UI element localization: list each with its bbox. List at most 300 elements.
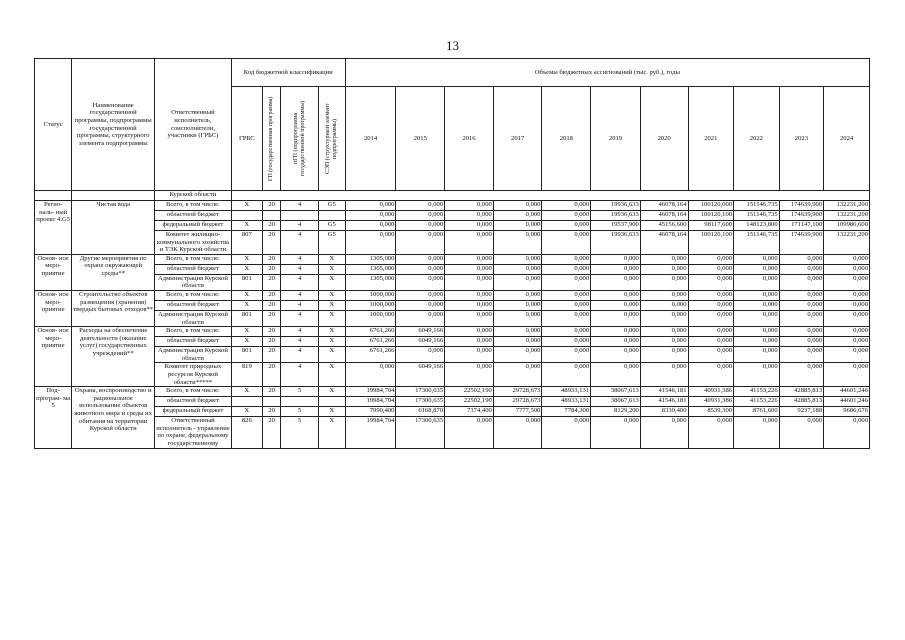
cell-value-2014: 6761,266: [345, 347, 396, 363]
cell-value-2024: 0,000: [824, 347, 870, 363]
cell-value-2024: 0,000: [824, 300, 870, 310]
cell-value-2016: 0,000: [445, 211, 494, 221]
cell-value-2021: 0,000: [688, 274, 734, 290]
cell-value-2017: 0,000: [493, 231, 542, 255]
row-executor: областной бюджет: [155, 300, 232, 310]
cell-value-2017: 0,000: [493, 221, 542, 231]
row-executor: Ответственный исполнитель - управление по охране, федеральному государственному: [156, 417, 230, 447]
cell-value-2022: 0,000: [734, 327, 780, 337]
row-program-name: Чистая вода: [72, 201, 155, 255]
cell-value-2016: 22502,190: [445, 387, 494, 397]
cell-value-2019: 0,000: [591, 337, 641, 347]
cell-value-2023: 0,000: [779, 363, 824, 387]
cell-value-2016: 0,000: [445, 231, 494, 255]
cell-value-2016: 0,000: [445, 417, 494, 448]
row-gp: 20: [262, 274, 281, 290]
cell-value-2014: 6761,266: [345, 327, 396, 337]
row-gp: 20: [262, 417, 281, 448]
row-program-name: Охрана, воспроизводство и рациональное использование объектов животного мира и среды их обитания на территории Курской области: [72, 387, 155, 448]
cell-value-2015: 0,000: [396, 300, 445, 310]
cell-value-2016: 0,000: [445, 254, 494, 264]
budget-table-container: [34, 58, 870, 449]
cell-value-2015: 6049,166: [396, 337, 445, 347]
row-gp: [262, 211, 281, 221]
cell-value-2023: 0,000: [779, 337, 824, 347]
row-se: Х: [318, 363, 345, 387]
row-gp: [262, 397, 281, 407]
row-pgp: 4: [281, 290, 318, 300]
row-executor: областной бюджет: [155, 211, 232, 221]
cell-value-2022: 41153,226: [734, 387, 780, 397]
table-row: [35, 300, 870, 310]
cell-value-2015: 17300,635: [396, 397, 445, 407]
cell-value-2020: 41546,181: [640, 397, 688, 407]
table-row: [35, 201, 870, 211]
table-row: [35, 407, 870, 417]
cell-value-2018: 48933,131: [542, 387, 591, 397]
cell-value-2023: 174639,900: [779, 211, 824, 221]
row-se: Х: [318, 327, 345, 337]
row-gp: 20: [262, 221, 281, 231]
cell-value-2023: 0,000: [779, 347, 824, 363]
cell-value-2015: 17300,635: [396, 387, 445, 397]
cell-value-2019: 0,000: [591, 300, 641, 310]
cell-value-2023: 42885,813: [779, 397, 824, 407]
cell-value-2019: 0,000: [591, 417, 641, 448]
row-executor: Комитет жилищно-коммунального хозяйства и ТЭК Курской области: [155, 231, 232, 255]
row-pgp: 4: [281, 347, 318, 363]
row-pgp: 4: [281, 300, 318, 310]
cell-value-2020: 0,000: [640, 254, 688, 264]
cell-value-2024: 132231,200: [824, 211, 870, 221]
cell-value-2019: 19537,900: [591, 221, 641, 231]
row-se: Х: [318, 290, 345, 300]
header-pgp: [281, 87, 318, 191]
cell-value-2021: 0,000: [688, 254, 734, 264]
row-executor: федеральный бюджет: [155, 407, 232, 417]
row-pgp: [281, 211, 318, 221]
header-status: Статус: [35, 59, 72, 191]
cell-value-2024: 0,000: [824, 327, 870, 337]
header-se: [318, 87, 345, 191]
row-grbs: Х: [231, 201, 262, 211]
row-gp: 20: [262, 363, 281, 387]
table-row: [35, 264, 870, 274]
row-grbs: Х: [231, 300, 262, 310]
row-pgp: 5: [281, 407, 318, 417]
cell-value-2020: 0,000: [640, 327, 688, 337]
cell-value-2015: 0,000: [396, 347, 445, 363]
cell-value-2022: 0,000: [734, 274, 780, 290]
cell-value-2018: 0,000: [542, 310, 591, 326]
cell-value-2014: 1000,000: [345, 310, 396, 326]
cell-value-2018: 0,000: [542, 221, 591, 231]
cell-value-2016: 0,000: [445, 327, 494, 337]
row-grbs: Х: [231, 387, 262, 397]
cell-value-2016: 0,000: [445, 310, 494, 326]
cell-value-2021: 0,000: [688, 347, 734, 363]
cell-value-2019: 19936,633: [591, 201, 641, 211]
cell-value-2019: 0,000: [591, 274, 641, 290]
cell-value-2016: 0,000: [445, 264, 494, 274]
cell-value-2022: 0,000: [734, 264, 780, 274]
cell-value-2022: 0,000: [734, 290, 780, 300]
row-grbs: Х: [231, 254, 262, 264]
cell-value-2020: 0,000: [640, 337, 688, 347]
row-grbs: Х: [231, 264, 262, 274]
top-row-status: [35, 191, 72, 201]
row-executor: Всего, в том числе:: [155, 327, 232, 337]
cell-value-2023: 0,000: [779, 300, 824, 310]
cell-value-2016: 0,000: [445, 363, 494, 387]
table-row: [35, 274, 870, 290]
cell-value-2018: 0,000: [542, 231, 591, 255]
row-status: Основ- ное меро- приятие: [35, 290, 72, 326]
row-gp: 20: [262, 300, 281, 310]
table-row: [35, 327, 870, 337]
header-year-2015: 2015: [396, 87, 445, 191]
cell-value-2022: 0,000: [734, 300, 780, 310]
header-name: Наименование государственной программы, подпрограммы государственной программы, структурного элемента подпрограммы: [72, 59, 155, 191]
cell-value-2019: 19936,633: [591, 231, 641, 255]
row-pgp: 4: [281, 327, 318, 337]
header-gp: [262, 87, 281, 191]
cell-value-2024: 0,000: [824, 310, 870, 326]
cell-value-2017: 0,000: [493, 254, 542, 264]
row-se: Х: [318, 264, 345, 274]
row-program-name: Другие мероприятия по охране окружающей среды**: [72, 254, 155, 290]
cell-value-2019: 0,000: [591, 254, 641, 264]
cell-value-2015: 0,000: [396, 274, 445, 290]
row-grbs: 826: [231, 417, 262, 448]
row-executor: Администрация Курской области: [155, 274, 232, 290]
cell-value-2018: 0,000: [542, 417, 591, 448]
row-executor: областной бюджет: [155, 264, 232, 274]
cell-value-2024: 0,000: [824, 337, 870, 347]
cell-value-2022: 0,000: [734, 310, 780, 326]
cell-value-2017: 29728,673: [493, 397, 542, 407]
cell-value-2017: 0,000: [493, 201, 542, 211]
row-gp: 20: [262, 231, 281, 255]
row-gp: 20: [262, 407, 281, 417]
cell-value-2014: 0,000: [345, 363, 396, 387]
header-year-2023: 2023: [779, 87, 824, 191]
row-pgp: 4: [281, 274, 318, 290]
row-status: Регио- наль- ный проект 4.G5: [35, 201, 72, 255]
cell-value-2022: 0,000: [734, 417, 780, 448]
row-grbs: Х: [231, 290, 262, 300]
cell-value-2021: 0,000: [688, 337, 734, 347]
row-pgp: 5: [281, 387, 318, 397]
cell-value-2018: 0,000: [542, 274, 591, 290]
row-grbs: Х: [231, 407, 262, 417]
cell-value-2022: 0,000: [734, 337, 780, 347]
cell-value-2017: 0,000: [493, 310, 542, 326]
cell-value-2019: 0,000: [591, 264, 641, 274]
header-pgp-text: пГП (подпрограмма государственной программы): [292, 100, 306, 177]
cell-value-2024: 132231,200: [824, 201, 870, 211]
header-year-2022: 2022: [734, 87, 780, 191]
cell-value-2018: 0,000: [542, 211, 591, 221]
row-pgp: 4: [281, 363, 318, 387]
row-grbs: 801: [231, 347, 262, 363]
header-budget-code: Код бюджетной классификации: [231, 59, 345, 87]
table-row: [35, 397, 870, 407]
header-year-2016: 2016: [445, 87, 494, 191]
cell-value-2015: 17300,635: [396, 417, 445, 448]
cell-value-2021: 100120,000: [688, 201, 734, 211]
row-se: G5: [318, 221, 345, 231]
row-grbs: 801: [231, 274, 262, 290]
row-program-name: Расходы на обеспечение деятельности (оказание услуг) государственных учреждений**: [72, 327, 155, 387]
table-row: [35, 337, 870, 347]
cell-value-2023: 0,000: [779, 254, 824, 264]
cell-value-2018: 0,000: [542, 290, 591, 300]
cell-value-2023: 42885,813: [779, 387, 824, 397]
cell-value-2018: 0,000: [542, 254, 591, 264]
cell-value-2016: 0,000: [445, 290, 494, 300]
cell-value-2021: 0,000: [688, 327, 734, 337]
table-row: [35, 417, 870, 448]
cell-value-2014: 19984,704: [345, 387, 396, 397]
cell-value-2016: 7374,400: [445, 407, 494, 417]
table-row: [35, 231, 870, 255]
row-grbs: Х: [231, 327, 262, 337]
cell-value-2017: 0,000: [493, 363, 542, 387]
cell-value-2016: 0,000: [445, 347, 494, 363]
cell-value-2020: 46078,164: [640, 231, 688, 255]
cell-value-2015: 0,000: [396, 231, 445, 255]
row-status: Основ- ное меро- приятие: [35, 327, 72, 387]
cell-value-2019: 0,000: [591, 290, 641, 300]
cell-value-2020: 0,000: [640, 274, 688, 290]
row-gp: 20: [262, 254, 281, 264]
cell-value-2014: 19984,704: [345, 417, 396, 448]
cell-value-2016: 0,000: [445, 221, 494, 231]
row-gp: 20: [262, 327, 281, 337]
header-year-2024: 2024: [824, 87, 870, 191]
header-executor: Ответственный исполнитель, соисполнители, участники (ГРБС): [155, 59, 232, 191]
row-pgp: 4: [281, 201, 318, 211]
cell-value-2014: 7990,400: [345, 407, 396, 417]
cell-value-2015: 0,000: [396, 221, 445, 231]
row-gp: 20: [262, 387, 281, 397]
cell-value-2018: 7784,300: [542, 407, 591, 417]
cell-value-2016: 0,000: [445, 274, 494, 290]
budget-table: [34, 58, 870, 449]
cell-value-2021: 8539,300: [688, 407, 734, 417]
row-pgp: 4: [281, 254, 318, 264]
table-row: [35, 387, 870, 397]
row-pgp: 5: [281, 417, 318, 448]
row-pgp: [281, 397, 318, 407]
cell-value-2022: 8761,600: [734, 407, 780, 417]
cell-value-2016: 0,000: [445, 201, 494, 211]
row-gp: 20: [262, 290, 281, 300]
cell-value-2023: 9237,188: [779, 407, 824, 417]
cell-value-2016: 0,000: [445, 337, 494, 347]
cell-value-2015: 0,000: [396, 310, 445, 326]
row-executor: федеральный бюджет: [155, 221, 232, 231]
cell-value-2024: 0,000: [824, 363, 870, 387]
table-row: [35, 211, 870, 221]
cell-value-2020: 0,000: [640, 264, 688, 274]
row-grbs: Х: [231, 221, 262, 231]
cell-value-2014: 1305,000: [345, 254, 396, 264]
cell-value-2021: 100120,100: [688, 211, 734, 221]
cell-value-2020: 41546,181: [640, 387, 688, 397]
cell-value-2022: 41153,226: [734, 397, 780, 407]
table-row: [35, 221, 870, 231]
row-grbs: [231, 397, 262, 407]
header-year-2018: 2018: [542, 87, 591, 191]
row-executor: областной бюджет: [155, 337, 232, 347]
cell-value-2020: 0,000: [640, 290, 688, 300]
cell-value-2015: 0,000: [396, 211, 445, 221]
row-executor: Администрация Курской области: [155, 310, 232, 326]
cell-value-2014: 0,000: [345, 201, 396, 211]
row-se: [318, 211, 345, 221]
cell-value-2023: 174639,900: [779, 201, 824, 211]
header-year-2014: 2014: [345, 87, 396, 191]
table-row: [35, 347, 870, 363]
row-se: Х: [318, 254, 345, 264]
cell-value-2020: 45156,600: [640, 221, 688, 231]
header-year-2021: 2021: [688, 87, 734, 191]
cell-value-2022: 151146,735: [734, 211, 780, 221]
cell-value-2020: 0,000: [640, 310, 688, 326]
cell-value-2020: 0,000: [640, 417, 688, 448]
cell-value-2015: 6049,166: [396, 327, 445, 337]
cell-value-2023: 0,000: [779, 290, 824, 300]
row-status: Основ- ное меро- приятие: [35, 254, 72, 290]
cell-value-2019: 19936,633: [591, 211, 641, 221]
cell-value-2018: 0,000: [542, 264, 591, 274]
cell-value-2022: 148123,800: [734, 221, 780, 231]
row-gp: 20: [262, 310, 281, 326]
cell-value-2017: 0,000: [493, 417, 542, 448]
top-row-empty: [231, 191, 869, 201]
cell-value-2019: 0,000: [591, 347, 641, 363]
row-se: [318, 397, 345, 407]
row-gp: 20: [262, 337, 281, 347]
row-se: Х: [318, 310, 345, 326]
row-grbs: 807: [231, 231, 262, 255]
table-row: [35, 310, 870, 326]
cell-value-2018: 0,000: [542, 363, 591, 387]
cell-value-2019: 8129,200: [591, 407, 641, 417]
cell-value-2022: 151146,735: [734, 201, 780, 211]
row-grbs: [231, 211, 262, 221]
cell-value-2021: 40931,386: [688, 387, 734, 397]
cell-value-2024: 0,000: [824, 264, 870, 274]
cell-value-2021: 0,000: [688, 310, 734, 326]
row-se: Х: [318, 387, 345, 397]
header-year-2019: 2019: [591, 87, 641, 191]
row-executor: Администрация Курской области: [155, 347, 232, 363]
cell-value-2023: 0,000: [779, 417, 824, 448]
row-se: Х: [318, 347, 345, 363]
cell-value-2020: 0,000: [640, 363, 688, 387]
cell-value-2024: 0,000: [824, 290, 870, 300]
header-year-2020: 2020: [640, 87, 688, 191]
cell-value-2020: 0,000: [640, 300, 688, 310]
cell-value-2014: 1000,000: [345, 300, 396, 310]
cell-value-2014: 0,000: [345, 221, 396, 231]
cell-value-2015: 0,000: [396, 290, 445, 300]
cell-value-2021: 98117,600: [688, 221, 734, 231]
cell-value-2014: 1000,000: [345, 290, 396, 300]
row-grbs: Х: [231, 337, 262, 347]
row-grbs: 819: [231, 363, 262, 387]
row-executor: областной бюджет: [155, 397, 232, 407]
cell-value-2017: 0,000: [493, 327, 542, 337]
row-pgp: 4: [281, 231, 318, 255]
cell-value-2020: 8330,400: [640, 407, 688, 417]
cell-value-2015: 0,000: [396, 264, 445, 274]
cell-value-2022: 0,000: [734, 363, 780, 387]
cell-value-2024: 44601,246: [824, 397, 870, 407]
cell-value-2017: 7777,500: [493, 407, 542, 417]
cell-value-2017: 0,000: [493, 264, 542, 274]
cell-value-2024: 0,000: [824, 254, 870, 264]
cell-value-2021: 0,000: [688, 363, 734, 387]
table-row: [35, 363, 870, 387]
row-executor: Всего, в том числе:: [155, 387, 232, 397]
cell-value-2014: 19984,704: [345, 397, 396, 407]
cell-value-2024: 0,000: [824, 274, 870, 290]
cell-value-2019: 0,000: [591, 363, 641, 387]
cell-value-2014: 1305,000: [345, 274, 396, 290]
cell-value-2017: 29728,673: [493, 387, 542, 397]
cell-value-2021: 40931,386: [688, 397, 734, 407]
row-executor: Всего, в том числе:: [155, 290, 232, 300]
cell-value-2018: 0,000: [542, 337, 591, 347]
cell-value-2020: 0,000: [640, 347, 688, 363]
row-executor: Всего, в том числе:: [155, 254, 232, 264]
row-pgp: 4: [281, 310, 318, 326]
cell-value-2014: 1305,000: [345, 264, 396, 274]
cell-value-2020: 46078,164: [640, 211, 688, 221]
cell-value-2023: 0,000: [779, 264, 824, 274]
cell-value-2021: 0,000: [688, 300, 734, 310]
header-year-2017: 2017: [493, 87, 542, 191]
cell-value-2022: 0,000: [734, 254, 780, 264]
cell-value-2017: 0,000: [493, 300, 542, 310]
cell-value-2018: 0,000: [542, 327, 591, 337]
cell-value-2014: 6761,266: [345, 337, 396, 347]
cell-value-2023: 174639,900: [779, 231, 824, 255]
cell-value-2017: 0,000: [493, 290, 542, 300]
cell-value-2021: 100120,100: [688, 231, 734, 255]
row-status: Под- програм- ма 5: [35, 387, 72, 448]
cell-value-2019: 38067,613: [591, 397, 641, 407]
cell-value-2015: 6168,870: [396, 407, 445, 417]
top-row-name: [72, 191, 155, 201]
table-row: [35, 254, 870, 264]
row-se: Х: [318, 337, 345, 347]
page-number: 13: [446, 38, 459, 53]
cell-value-2014: 0,000: [345, 211, 396, 221]
cell-value-2017: 0,000: [493, 211, 542, 221]
cell-value-2018: 0,000: [542, 300, 591, 310]
row-se: G5: [318, 201, 345, 211]
cell-value-2024: 44601,246: [824, 387, 870, 397]
cell-value-2018: 0,000: [542, 347, 591, 363]
row-gp: 20: [262, 201, 281, 211]
row-executor: Всего, в том числе:: [155, 201, 232, 211]
cell-value-2019: 38067,613: [591, 387, 641, 397]
